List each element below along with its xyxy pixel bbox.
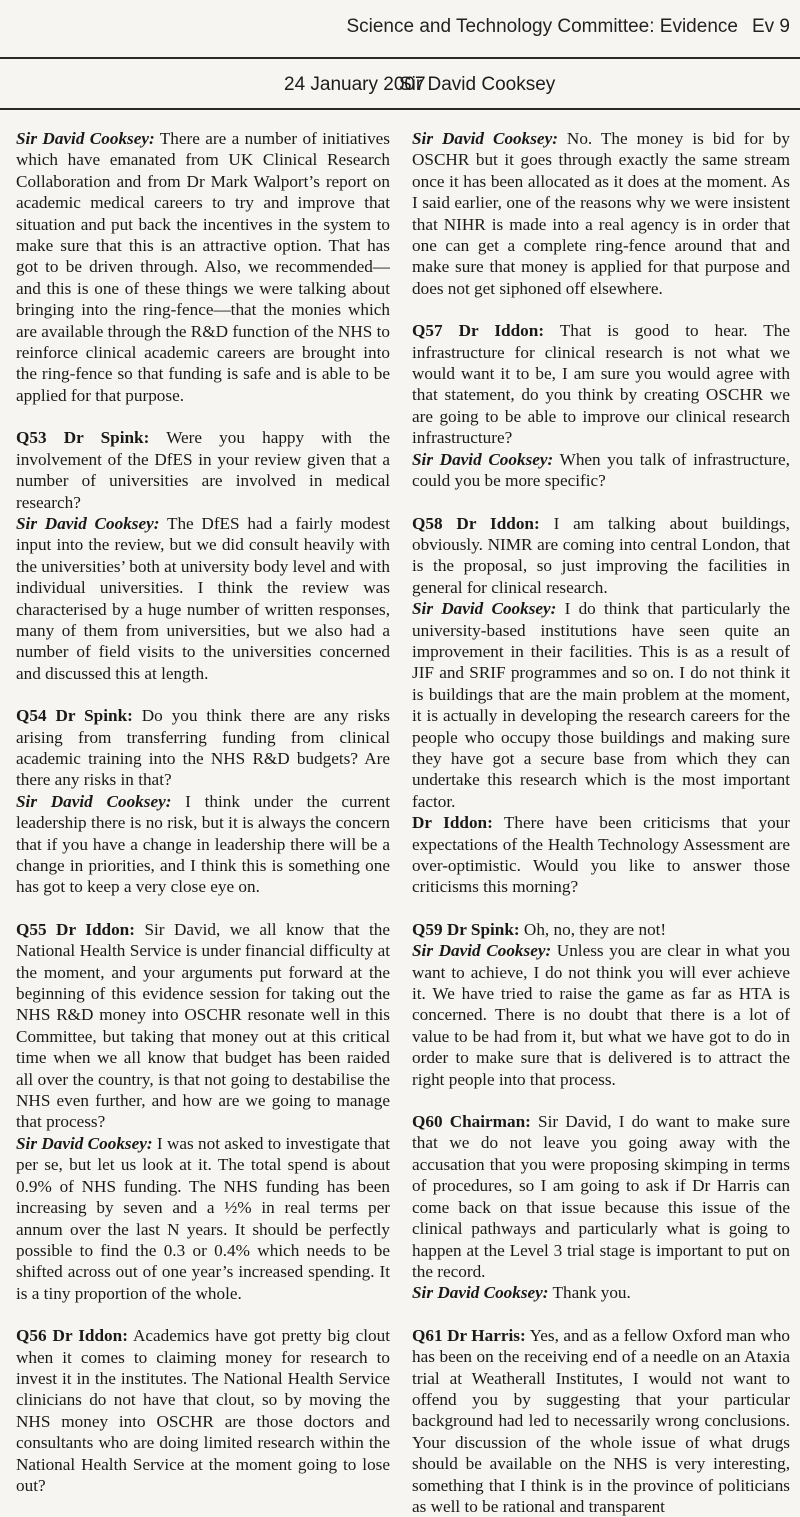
paragraph-text: Were you happy with the involvement of the DfES in your review given that a number of universities are involved in medical research? (16, 428, 390, 512)
paragraph-text: Sir David, we all know that the National Health Service is under financial difficulty at the moment, and your arguments put forward at the beginning of this evidence session for taking out the NHS R&D money into OSCHR resonate well in this Committee, but taking that money out at this critical time when we all know that budget has been raided all over the country, is that not going to destabilise the NHS even further, and how are we going to manage that process? (16, 919, 390, 1132)
paragraph (412, 449, 790, 492)
right-column (412, 128, 790, 1517)
paragraph (16, 1133, 390, 1304)
paragraph (16, 427, 390, 513)
speaker-label: Q54 Dr Spink: (16, 706, 133, 726)
left-column (16, 128, 390, 1496)
paragraph-text: Unless you are clear in what you want to achieve, I do not think you will ever achieve it. We have tried to raise the game as far as HTA is concerned. There is no doubt that there is a lot of value to be had from it, but what we have got to do in order to make sure that is delivered is to attract the right people into that process. (412, 941, 790, 1089)
paragraph-text: That is good to hear. The infrastructure for clinical research is not what we would want it to be, I am sure you would agree with that statement, do you think by creating OSCHR we are going to be able to improve our clinical research infrastructure? (412, 321, 790, 448)
speaker-label: Q57 Dr Iddon: (412, 321, 545, 341)
speaker-label: Sir David Cooksey: (16, 1133, 153, 1153)
header-rule (0, 57, 800, 59)
paragraph-text: There have been criticisms that your expectations of the Health Technology Assessment are over-optimistic. Would you like to answer those criticisms this morning? (412, 813, 790, 897)
paragraph (412, 513, 790, 599)
speaker-label: Q53 Dr Spink: (16, 428, 150, 448)
speaker-label: Q56 Dr Iddon: (16, 1326, 128, 1346)
paragraph (412, 919, 790, 940)
speaker-label: Sir David Cooksey: (412, 941, 552, 961)
paragraph-text: Oh, no, they are not! (519, 919, 667, 939)
paragraph (16, 128, 390, 406)
paragraph-text: Thank you. (548, 1283, 631, 1303)
dateline-rule (0, 108, 800, 110)
paragraph-text: Sir David, I do want to make sure that we do not leave you going away with the accusation that you were proposing skimping in terms of procedures, so I am going to ask if Dr Harris can come back on that issue because this issue of the clinical pathways and particularly what is going to happen at the Level 3 trial stage is important to put on the record. (412, 1112, 790, 1281)
paragraph-text: The DfES had a fairly modest input into the review, but we did consult heavily with the universities’ both at university body level and with individual universities. I think the review was characterised by a huge number of written responses, many of them from universities, but we also had a number of field visits to the universities concerned and discussed this at length. (16, 513, 390, 683)
paragraph (412, 598, 790, 812)
paragraph (412, 320, 790, 448)
paragraph (412, 128, 790, 299)
paragraph-text: I was not asked to investigate that per se, but let us look at it. The total spend is about 0.9% of NHS funding. The NHS funding has been increasing by seven and a ½% in real terms per annum over the last N years. It should be perfectly possible to find the 0.3 or 0.4% which needs to be shifted across out of one year’s increased spending. It is a tiny proportion of the whole. (16, 1133, 390, 1303)
speaker-label: Q60 Chairman: (412, 1112, 531, 1132)
paragraph (412, 1282, 790, 1303)
paragraph-text: No. The money is bid for by OSCHR but it goes through exactly the same stream once it has been allocated as it does at the moment. As I said earlier, one of the reasons why we were insistent that NIHR is made into a real agency is in order that one can get a complete ring-fence around that and make sure that money is applied for that purpose and does not get siphoned off elsewhere. (412, 129, 790, 298)
session-date: 24 January 2007 (284, 74, 426, 95)
paragraph (16, 513, 390, 684)
paragraph-text: I do think that particularly the university-based institutions have seen quite an improvement in their facilities. This is as a result of JIF and SRIF programmes and so on. I do not think it is buildings that are the main problem at the moment, it is actually in developing the research careers for the people who occupy those buildings and making sure they have got a secure base from which they can undertake this research which is the most important factor. (412, 599, 790, 811)
speaker-label: Sir David Cooksey: (412, 449, 554, 469)
speaker-label: Q58 Dr Iddon: (412, 513, 540, 533)
page-number: Ev 9 (751, 16, 790, 37)
running-header (0, 16, 790, 38)
paragraph (16, 791, 390, 898)
speaker-label: Dr Iddon: (412, 813, 493, 833)
paragraph (412, 1325, 790, 1517)
paragraph-text: I think under the current leadership there is no risk, but it is always the concern that if you have a change in leadership there will be a change in priorities, and I think this is something one has got to keep a very close eye on. (16, 791, 390, 897)
speaker-label: Sir David Cooksey: (16, 791, 172, 811)
speaker-label: Q55 Dr Iddon: (16, 919, 135, 939)
running-title: Science and Technology Committee: Evidence (346, 16, 738, 37)
paragraph (412, 940, 790, 1090)
paragraph (16, 705, 390, 791)
paragraph (412, 812, 790, 898)
paragraph (16, 1325, 390, 1496)
witness-name: Sir David Cooksey (399, 74, 556, 95)
speaker-label: Sir David Cooksey: (16, 513, 160, 533)
paragraph-text: When you talk of infrastructure, could you be more specific? (412, 449, 790, 491)
paragraph-text: I am talking about buildings, obviously. NIMR are coming into central London, that is the proposal, so just improving the facilities in general for clinical research. (412, 513, 790, 597)
paragraph (16, 919, 390, 1133)
speaker-label: Q61 Dr Harris: (412, 1325, 526, 1345)
paragraph (412, 1111, 790, 1282)
speaker-label: Sir David Cooksey: (412, 1283, 549, 1303)
speaker-label: Sir David Cooksey: (16, 129, 155, 148)
paragraph-text: Do you think there are any risks arising from transferring funding from clinical academic training into the NHS R&D budgets? Are there any risks in that? (16, 706, 390, 790)
paragraph-text: Yes, and as a fellow Oxford man who has been on the receiving end of a needle on an Ataxia trial at Weatherall Institutes, I would not want to offend you by suggesting that your particular background had led to necessarily wrong conclusions. Your discussion of the whole issue of what drugs should be available on the NHS is very interesting, something that I think is in the province of politicians as well to be rational and transparent (412, 1325, 791, 1516)
speaker-label: Q59 Dr Spink: (412, 919, 520, 939)
speaker-label: Sir David Cooksey: (412, 129, 558, 148)
paragraph-text: There are a number of initiatives which have emanated from UK Clinical Research Collaboration and from Dr Mark Walport’s report on academic medical careers to try and improve that situation and put back the incentives in the system to make sure that this is an attractive option. That has got to be driven through. Also, we recommended—and this is one of these things we were talking about bringing into the ring-fence—that the monies which are available through the R&D function of the NHS to reinforce clinical academic careers are brought into the ring-fence so that funding is safe and is able to be applied for that purpose. (16, 129, 390, 405)
speaker-label: Sir David Cooksey: (412, 599, 557, 619)
paragraph-text: Academics have got pretty big clout when it comes to claiming money for research to invest it in the institutes. The National Health Service clinicians do not have that clout, so by moving the NHS money into OSCHR are those doctors and consultants who are doing limited research within the National Health Service at the moment going to lose out? (16, 1326, 390, 1495)
